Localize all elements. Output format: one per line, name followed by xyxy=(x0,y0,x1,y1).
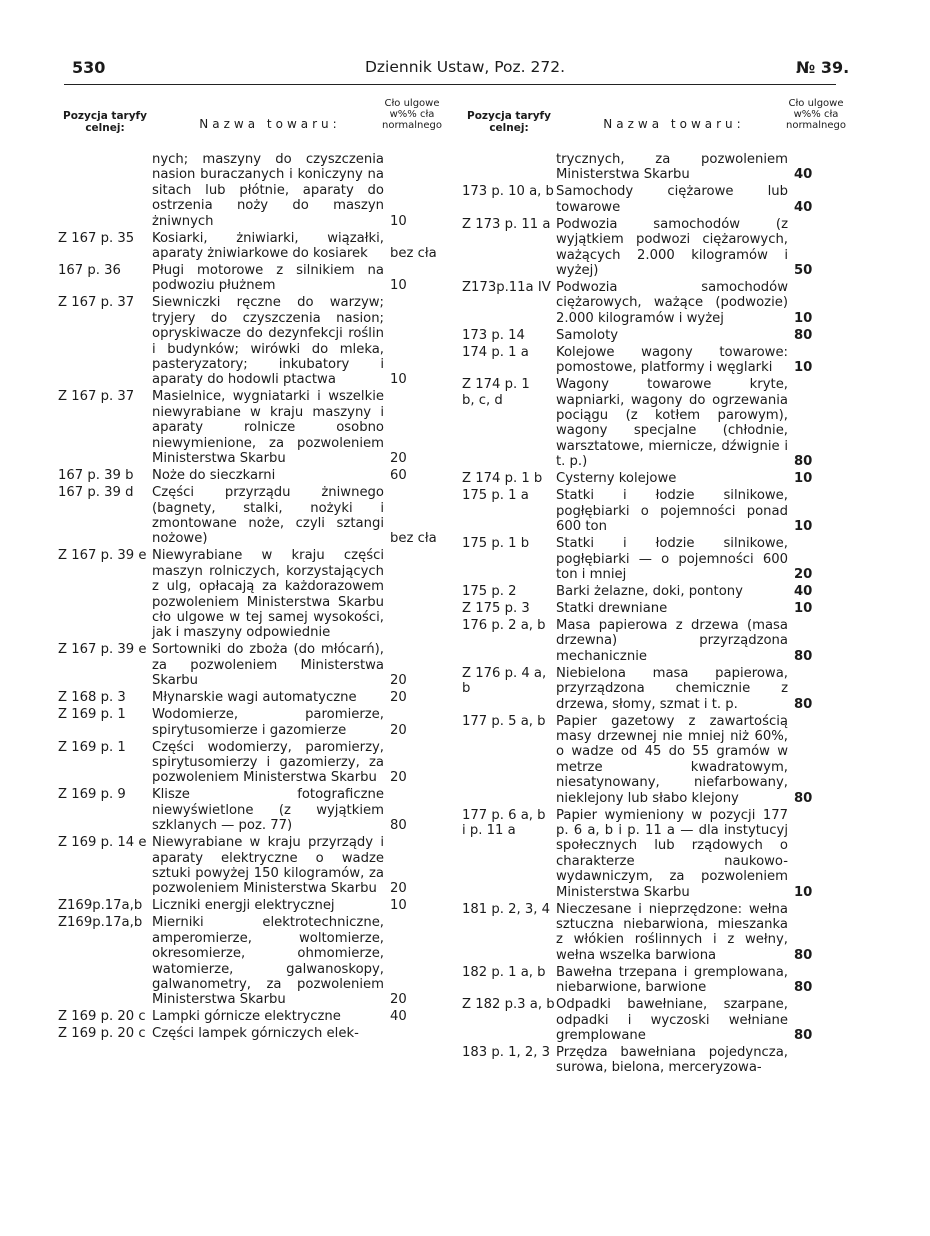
entry-pos: Z 169 p. 1 xyxy=(58,739,126,755)
duty-header: Cło ulgowe w%% cła normalnego xyxy=(786,98,846,131)
entry-name: Papier wymieniony w pozycji 177 p. 6 a, b i p. 11 a — dla instytucyj społecznych lub rządowych o charakterze naukowo-wydawniczym, za pozwoleniem Ministerstwa Skarbu xyxy=(556,807,788,900)
entry-pos: 175 p. 1 a xyxy=(462,488,529,504)
left-column xyxy=(58,94,448,1042)
entry-duty: 10 xyxy=(390,898,407,914)
entry-pos: 175 p. 2 xyxy=(462,583,517,599)
entry-name: Samoloty xyxy=(556,327,619,343)
entry-name: Kosiarki, żniwiarki, wiązałki, aparaty żniwiarkowe do kosiarek xyxy=(152,230,384,262)
entry-name: Mierniki elektrotechniczne, amperomierze, woltomierze, okresomierze, ohmomierze, watomierze, galwanoskopy, galwanometry, za pozwoleniem Ministerstwa Skarbu xyxy=(152,915,384,1008)
entry-pos: Z 169 p. 20 c xyxy=(58,1009,146,1025)
entry-duty: 10 xyxy=(794,884,813,900)
entry-duty: 50 xyxy=(794,263,813,279)
entry-pos: 167 p. 39 d xyxy=(58,485,134,501)
entry-pos: Z169p.17a,b xyxy=(58,898,143,914)
tariff-entry xyxy=(462,377,852,469)
entry-pos: 181 p. 2, 3, 4 xyxy=(462,901,551,917)
tariff-entry xyxy=(58,389,448,466)
entry-pos: 177 p. 5 a, b xyxy=(462,713,546,729)
tariff-entry xyxy=(58,295,448,387)
column-header xyxy=(58,94,448,152)
entry-duty: 40 xyxy=(794,583,813,599)
entry-name: Siewniczki ręczne do warzyw; tryjery do czyszczenia nasion; opryskiwacze do dezynfekcji roślin i budynków; wirówki do mleka, pasteryzatory; inkubatory i aparaty do hodowli ptactwa xyxy=(152,295,384,388)
entry-name: Masa papierowa z drzewa (masa drzewna) przyrządzona mechanicznie xyxy=(556,617,788,664)
tariff-entry xyxy=(58,915,448,1007)
tariff-entry xyxy=(58,707,448,738)
entry-name: Pługi motorowe z silnikiem na podwoziu płużnem xyxy=(152,263,384,294)
entry-duty: 80 xyxy=(390,818,407,834)
entry-duty: 10 xyxy=(794,310,813,326)
entry-pos: 173 p. 14 xyxy=(462,327,525,343)
tariff-entry xyxy=(462,280,852,326)
tariff-entry xyxy=(462,618,852,664)
entry-name: Bawełna trzepana i gremplowana, niebarwione, barwione xyxy=(556,964,788,996)
entry-duty: 80 xyxy=(794,696,813,712)
entry-duty: 20 xyxy=(390,992,407,1008)
entry-duty: 80 xyxy=(794,980,813,996)
entry-pos: 175 p. 1 b xyxy=(462,536,530,552)
entry-pos: 167 p. 36 xyxy=(58,263,121,279)
tariff-entry xyxy=(462,584,852,599)
entry-pos: Z 176 p. 4 a, b xyxy=(462,665,547,697)
entry-name: Odpadki bawełniane, szarpane, odpadki i wyczoski wełniane gremplowane xyxy=(556,997,788,1044)
tariff-entry xyxy=(58,1026,448,1041)
entry-name: Sortowniki do zboża (do młócarń), za pozwoleniem Ministerstwa Skarbu xyxy=(152,642,384,689)
tariff-entry xyxy=(462,536,852,582)
tariff-entry xyxy=(58,485,448,547)
tariff-entry xyxy=(58,1009,448,1024)
entry-duty: 80 xyxy=(794,790,813,806)
entry-name: Części przyrządu żniwnego (bagnety, stalki, nożyki i zmontowane noże, czyli sztangi nożowe) xyxy=(152,485,384,547)
header-rule xyxy=(64,84,836,85)
entry-pos: Z 169 p. 20 c xyxy=(58,1026,146,1042)
entry-duty: 10 xyxy=(390,372,407,388)
entry-duty: 80 xyxy=(794,947,813,963)
tariff-entry xyxy=(58,263,448,294)
entry-pos: Z 167 p. 39 e xyxy=(58,642,147,658)
tariff-entry xyxy=(462,471,852,486)
tariff-entry xyxy=(58,787,448,833)
tariff-entry xyxy=(58,548,448,640)
entry-name: Niebielona masa papierowa, przyrządzona chemicznie z drzewa, słomy, szmat i t. p. xyxy=(556,665,788,712)
entry-pos: Z173p.11a IV xyxy=(462,280,551,296)
entry-duty: 20 xyxy=(390,722,407,738)
tariff-entry xyxy=(462,714,852,806)
entry-name: Niewyrabiane w kraju przyrządy i aparaty elektryczne o wadze sztuki powyżej 150 kilogramów, za pozwoleniem Ministerstwa Skarbu xyxy=(152,835,384,897)
entry-pos: Z169p.17a,b xyxy=(58,915,143,931)
entry-name: Cysterny kolejowe xyxy=(556,471,677,487)
tariff-entry xyxy=(462,808,852,900)
tariff-entries-right xyxy=(462,152,852,1076)
entry-pos: Z 175 p. 3 xyxy=(462,600,530,616)
entry-duty: 80 xyxy=(794,648,813,664)
entry-name: Niewyrabiane w kraju części maszyn rolniczych, korzystających z ulg, opłacają za każdorazowem pozwoleniem Ministerstwa Skarbu cło ulgowe w tej samej wysokości, jak i maszyny odpowiednie xyxy=(152,548,384,641)
entry-pos: 183 p. 1, 2, 3 xyxy=(462,1045,551,1061)
page-header xyxy=(0,0,930,80)
tariff-entry xyxy=(462,666,852,712)
right-column xyxy=(462,94,852,1076)
tariff-entry xyxy=(462,345,852,376)
entry-duty: 80 xyxy=(794,327,813,343)
entry-name: nych; maszyny do czyszczenia nasion buraczanych i koniczyny na sitach lub płótnie, aparaty do ostrzenia noży do maszyn żniwnych xyxy=(152,152,384,229)
entry-duty: 10 xyxy=(390,213,407,229)
tariff-entry xyxy=(462,152,852,183)
entry-pos: Z 169 p. 1 xyxy=(58,707,126,723)
entry-pos: Z 173 p. 11 a xyxy=(462,216,551,232)
entry-duty: 60 xyxy=(390,468,407,484)
entry-name: trycznych, za pozwoleniem Ministerstwa Skarbu xyxy=(556,152,788,183)
entry-pos: Z 167 p. 39 e xyxy=(58,548,147,564)
tariff-entry xyxy=(58,642,448,688)
name-header: Nazwa towaru: xyxy=(199,117,341,131)
entry-pos: 173 p. 10 a, b xyxy=(462,184,554,200)
entry-pos: Z 174 p. 1 b, c, d xyxy=(462,377,530,408)
entry-name: Statki i łodzie silnikowe, pogłębiarki o pojemności ponad 600 ton xyxy=(556,488,788,535)
entry-name: Masielnice, wygniatarki i wszelkie niewyrabiane w kraju maszyny i aparaty rolnicze osobno niewymienione, za pozwoleniem Ministerstwa Skarbu xyxy=(152,389,384,467)
entry-name: Noże do sieczkarni xyxy=(152,468,276,484)
entry-name: Lampki górnicze elektryczne xyxy=(152,1009,341,1025)
entry-name: Samochody ciężarowe lub towarowe xyxy=(556,184,788,215)
entry-duty: 20 xyxy=(390,451,407,467)
entry-pos: Z 167 p. 35 xyxy=(58,230,135,246)
entry-name: Części wodomierzy, paromierzy, spirytusomierzy i gazomierzy, za pozwoleniem Ministerstwa Skarbu xyxy=(152,739,384,786)
entry-duty: 80 xyxy=(794,454,813,470)
entry-pos: 176 p. 2 a, b xyxy=(462,617,546,633)
tariff-entry xyxy=(462,488,852,534)
tariff-entry xyxy=(58,690,448,705)
entry-name: Młynarskie wagi automatyczne xyxy=(152,690,357,706)
entry-name: Statki drewniane xyxy=(556,600,668,616)
entry-name: Kolejowe wagony towarowe: pomostowe, platformy i węglarki xyxy=(556,344,788,376)
entry-pos: 174 p. 1 a xyxy=(462,344,529,360)
entry-name: Klisze fotograficzne niewyświetlone (z wyjątkiem szklanych — poz. 77) xyxy=(152,787,384,834)
tariff-entry xyxy=(462,997,852,1043)
entry-name: Statki i łodzie silnikowe, pogłębiarki — o pojemności 600 ton i mniej xyxy=(556,536,788,582)
journal-title: Dziennik Ustaw, Poz. 272. xyxy=(364,58,566,76)
entry-name: Podwozia samochodów ciężarowych, ważące (podwozie) 2.000 kilogramów i wyżej xyxy=(556,280,788,326)
tariff-entry xyxy=(462,902,852,964)
entry-duty: bez cła xyxy=(390,531,437,547)
issue-number: № 39. xyxy=(796,58,850,77)
tariff-entry xyxy=(462,217,852,279)
entry-duty: 40 xyxy=(794,199,813,215)
entry-duty: 10 xyxy=(794,600,813,616)
entry-duty: 20 xyxy=(390,673,407,689)
entry-name: Przędza bawełniana pojedyncza, surowa, bielona, merceryzowa- xyxy=(556,1045,788,1076)
entry-duty: 10 xyxy=(390,278,407,294)
entry-duty: 20 xyxy=(390,690,407,706)
entry-duty: 10 xyxy=(794,360,813,376)
tariff-entry xyxy=(462,601,852,616)
entry-duty: 40 xyxy=(794,167,813,183)
entry-duty: 80 xyxy=(794,1028,813,1044)
entry-pos: Z 167 p. 37 xyxy=(58,389,135,405)
entry-duty: 10 xyxy=(794,471,813,487)
entry-duty: 20 xyxy=(390,770,407,786)
entry-pos: 182 p. 1 a, b xyxy=(462,964,546,980)
entry-duty: 40 xyxy=(390,1009,407,1025)
entry-duty: bez cła xyxy=(390,246,437,262)
name-header: Nazwa towaru: xyxy=(603,117,745,131)
tariff-entry xyxy=(58,898,448,913)
tariff-entry xyxy=(462,328,852,343)
entry-name: Wodomierze, paromierze, spirytusomierze i gazomierze xyxy=(152,707,384,738)
tariff-entry xyxy=(462,184,852,215)
entry-pos: Z 169 p. 9 xyxy=(58,787,126,803)
entry-pos: Z 169 p. 14 e xyxy=(58,835,147,851)
entry-pos: Z 168 p. 3 xyxy=(58,690,126,706)
tariff-entry xyxy=(58,835,448,897)
entry-pos: 167 p. 39 b xyxy=(58,468,134,484)
entry-duty: 20 xyxy=(794,566,813,582)
tariff-entry xyxy=(462,965,852,996)
tariff-entries-left xyxy=(58,152,448,1042)
entry-name: Liczniki energji elektrycznej xyxy=(152,898,335,914)
tariff-entry xyxy=(462,1045,852,1076)
entry-pos: Z 174 p. 1 b xyxy=(462,471,543,487)
entry-pos: Z 182 p.3 a, b xyxy=(462,997,555,1013)
entry-name: Barki żelazne, doki, pontony xyxy=(556,583,743,599)
entry-duty: 10 xyxy=(794,519,813,535)
pos-header: Pozycja taryfy celnej: xyxy=(63,110,147,134)
tariff-entry xyxy=(58,231,448,262)
entry-duty: 20 xyxy=(390,881,407,897)
tariff-entry xyxy=(58,468,448,483)
entry-name: Wagony towarowe kryte, wapniarki, wagony do ogrzewania pociągu (z kotłem parowym), wagony specjalne (chłodnie, warsztatowe, miernicze, dźwignie i t. p.) xyxy=(556,377,788,470)
pos-header: Pozycja taryfy celnej: xyxy=(467,110,551,134)
duty-header: Cło ulgowe w%% cła normalnego xyxy=(382,98,442,131)
column-header xyxy=(462,94,852,152)
entry-pos: 177 p. 6 a, b i p. 11 a xyxy=(462,807,546,838)
entry-name: Nieczesane i nieprzędzone: wełna sztuczna niebarwiona, mieszanka z włókien roślinnych i z wełny, wełna wszelka barwiona xyxy=(556,901,788,963)
tariff-entry xyxy=(58,740,448,786)
page-number: 530 xyxy=(72,58,106,77)
entry-name: Podwozia samochodów (z wyjątkiem podwozi ciężarowych, ważących 2.000 kilogramów i wyżej) xyxy=(556,216,788,279)
entry-name: Papier gazetowy z zawartością masy drzewnej nie mniej niż 60%, o wadze od 45 do 55 gramów w metrze kwadratowym, niesatynowany, niefarbowany, nieklejony lub słabo klejony xyxy=(556,713,788,806)
entry-pos: Z 167 p. 37 xyxy=(58,295,135,311)
tariff-entry xyxy=(58,152,448,229)
entry-name: Części lampek górniczych elek- xyxy=(152,1026,359,1042)
